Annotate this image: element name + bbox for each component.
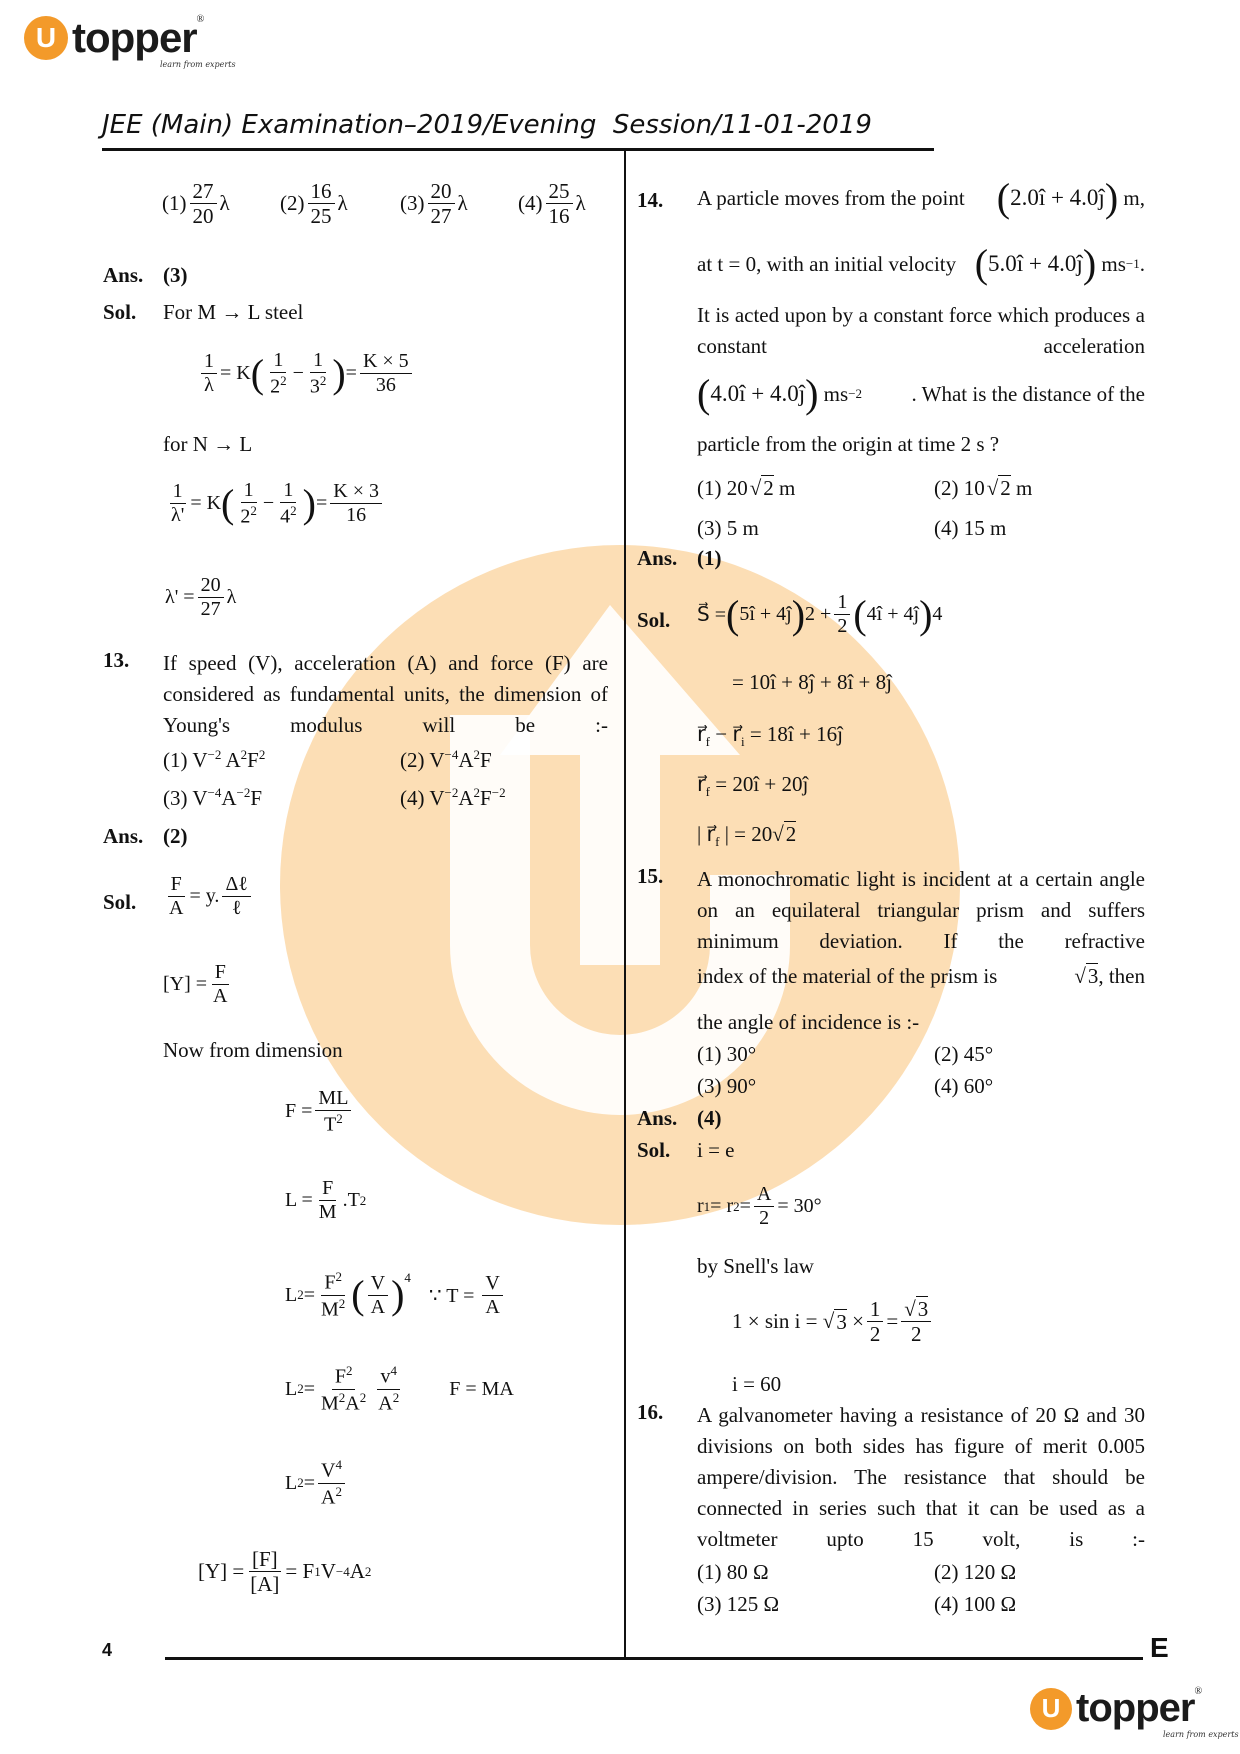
q12-option-3: (3) $\frac{20}{27}$ λ [400,179,468,229]
q14-sol-label: Sol. [637,608,671,632]
q14-eq1: S⃗ = ( 5î + 4ĵ ) 2 + $\frac{1}{2}$ ( 4î + 4ĵ ) 4 [697,591,943,637]
q14-ans-label: Ans. [637,546,678,570]
q16-option-2: (2) 120 Ω [934,1560,1017,1584]
q14-eq3: $r⃗_f$ − $r⃗_i$ = 18î + 16ĵ [697,722,843,750]
q13-option-4: (4) $V^{-2}A^2F^{-2}$ [400,785,506,810]
q16-option-1: (1) 80 Ω [697,1560,769,1584]
q12-eq1: $\frac{1}{\lambda}$ = K ( $\frac{1}{2^2}$ − $\frac{1}{3^2}$ ) = $\frac{K \times 5}{36}$ [198,350,415,398]
q15-option-1: (1) 30° [697,1042,757,1066]
q14-line5: particle from the origin at time 2 s ? [697,432,1000,456]
q15-sol-label: Sol. [637,1138,671,1162]
q12-option-4: (4) $\frac{25}{16}$ λ [518,179,586,229]
q14-line4: ( 4.0î + 4.0ĵ ) ms −2 . What is the distance of the [697,371,1145,416]
q13-eq6: L 2 = $\frac{F^2}{M^2A^2}$ $\frac{v^4}{A^2}$ F = MA [285,1363,514,1415]
page-title: JEE (Main) Examination–2019/Evening Session/11-01-2019 [102,110,872,140]
q12-eq2: $\frac{1}{\lambda'}$ = K ( $\frac{1}{2^2}$ − $\frac{1}{4^2}$ ) = $\frac{K \times 3}{16}$ [165,480,385,528]
q15-text: A monochromatic light is incident at a certain angle on an equilateral triangular prism and suffers minimum deviation. If the refractive [697,867,1145,953]
q14-eq5: | $r⃗_f$ | = 20√2 [697,822,797,850]
q12-options [162,180,586,227]
q13-eq8: [Y] = $\frac{[F]}{[A]}$ = F 1 V −4 A 2 [198,1547,372,1597]
q15-eq2: 1 × sin i = √ 3 × $\frac{1}{2}$ = $\frac{√3}{2}$ [732,1298,934,1345]
q15-eq1: r 1 = r 2 = $\frac{A}{2}$ = 30° [697,1183,822,1229]
q15-sol-line1: i = e [697,1138,735,1162]
q16-option-3: (3) 125 Ω [697,1592,780,1616]
q14-eq2: = 10î + 8ĵ + 8î + 8ĵ [732,670,892,694]
page-number: 4 [102,1640,113,1660]
q12-sol-line1: For M → L steel [163,300,304,324]
q16-text: A galvanometer having a resistance of 20 Ω and 30 divisions on both sides has figure of merit 0.005 ampere/division. The resistance that should be connected in series such that it can be used as a voltmeter upto 15 volt, is :- [697,1403,1145,1551]
q12-ans-value: (3) [163,263,188,287]
q14-line3: It is acted upon by a constant force which produces a constant acceleration [697,303,1145,358]
q15-result: i = 60 [732,1372,782,1396]
footer-logo-u-icon: U [1030,1688,1072,1730]
q13-option-3: (3) $V^{-4}A^{-2}F$ [163,785,263,810]
q13-eq3: F = $\frac{ML}{T^2}$ [285,1088,354,1136]
column-divider [624,150,626,1658]
q14-eq4: $r⃗_f$ = 20î + 20ĵ [697,772,809,800]
q13-sol-label: Sol. [103,890,137,914]
logo-u-icon: U [24,16,68,60]
q13-option-1: (1) $V^{-2}$ $A^2F^2$ [163,747,266,772]
q15-ans-value: (4) [697,1106,722,1130]
q12-sol-line2: for N → L [163,432,253,456]
q14-line2: at t = 0, with an initial velocity ( 5.0î + 4.0ĵ ) ms −1 . [697,241,1145,286]
q13-option-2: (2) $V^{-4}A^2F$ [400,747,492,772]
q13-eq4: L = $\frac{F}{M}$ .T 2 [285,1177,367,1223]
edition-mark: E [1150,1632,1169,1663]
q15-option-4: (4) 60° [934,1074,994,1098]
q12-sol-label: Sol. [103,300,137,324]
footer-logo-registered: ® [1194,1686,1203,1697]
q14-number: 14. [637,188,664,212]
q13-text: If speed (V), acceleration (A) and force (F) are considered as fundamental units, the dimension of Young's modulus will be :- [163,651,608,737]
q16-number: 16. [637,1400,664,1424]
q13-ans-value: (2) [163,824,188,848]
q13-number: 13. [103,648,130,672]
q15-text-line4: index of the material of the prism is √3, then [697,964,1145,988]
q12-option-2: (2) $\frac{16}{25}$ λ [280,179,348,229]
q15-text-line5: the angle of incidence is :- [697,1010,920,1034]
footer-logo-wordmark: topper [1076,1686,1195,1730]
footer-rule [165,1657,1143,1660]
q13-eq7: L 2 = $\frac{V^4}{A^2}$ [285,1458,348,1508]
footer-brand-logo [1030,1686,1202,1731]
q12-result: λ' = $\frac{20}{27}$ λ [165,574,237,620]
q14-option-4: (4) 15 m [934,516,1007,540]
q13-eq1: $\frac{F}{A}$ = y. $\frac{\text{Δℓ}}{\text{ℓ}}$ [163,874,254,919]
q13-eq5: L 2 = $\frac{F^2}{M^2}$ ( $\frac{V}{A}$ ) $^4$ ∵ T = $\frac{V}{A}$ [285,1270,506,1320]
q13-now: Now from dimension [163,1038,343,1062]
q15-ans-label: Ans. [637,1106,678,1130]
q14-ans-value: (1) [697,546,722,570]
q15-number: 15. [637,864,664,888]
q14-option-3: (3) 5 m [697,516,759,540]
q12-ans-label: Ans. [103,263,144,287]
q12-option-1: (1) $\frac{27}{20}$ λ [162,179,230,229]
logo-registered: ® [196,14,205,25]
q13-eq2: [Y] = $\frac{F}{A}$ [163,961,228,1007]
q15-option-2: (2) 45° [934,1042,994,1066]
q16-option-4: (4) 100 Ω [934,1592,1017,1616]
logo-tagline: learn from experts [160,60,236,69]
q15-snell: by Snell's law [697,1254,814,1278]
q13-ans-label: Ans. [103,824,144,848]
footer-logo-tagline: learn from experts [1163,1730,1239,1739]
q14-line1: A particle moves from the point ( 2.0î + 4.0ĵ ) m, [697,175,1145,220]
brand-logo [24,14,204,62]
q15-option-3: (3) 90° [697,1074,757,1098]
q14-option-1: (1) 20√2 m [697,476,796,500]
header-rule [102,148,934,151]
logo-wordmark: topper [72,14,197,61]
q14-option-2: (2) 10√2 m [934,476,1033,500]
